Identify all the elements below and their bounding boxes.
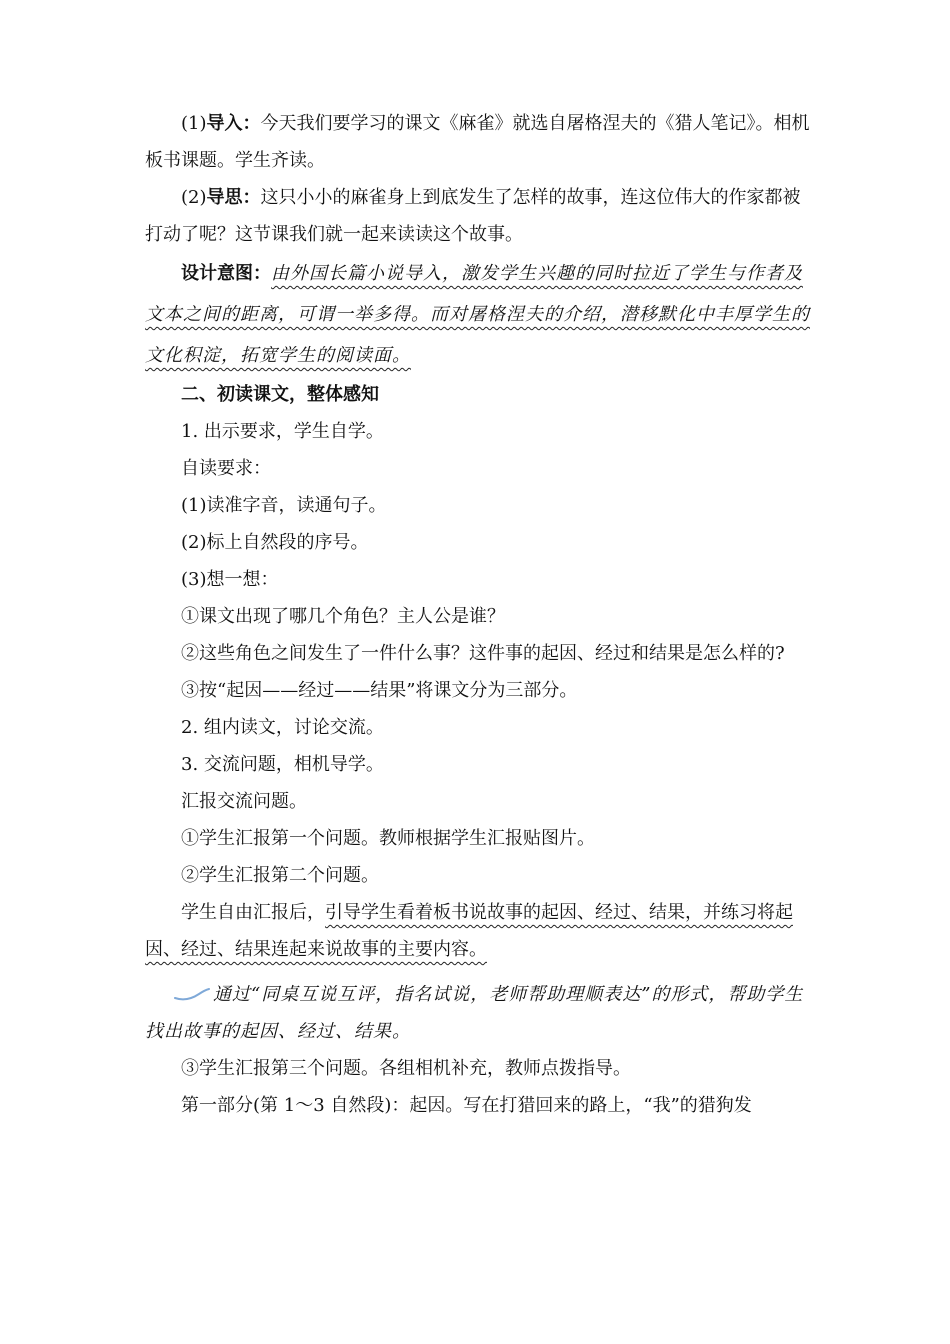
requirement-1: (1)读准字音，读通句子。: [181, 495, 387, 516]
answer-3: ③学生汇报第三个问题。各组相机补充，教师点拨指导。: [181, 1058, 631, 1079]
document-page: [145, 105, 810, 1124]
paragraph-intro: (1)导入：今天我们要学习的课文《麻雀》就选自屠格涅夫的《猎人笔记》。相机板书课题。学生齐读。: [145, 113, 810, 171]
requirement-2: (2)标上自然段的序号。: [181, 532, 369, 553]
requirement-3: (3)想一想：: [181, 569, 279, 590]
label-guide: 导思：: [206, 187, 261, 208]
self-read-requirements: 自读要求：: [181, 458, 271, 479]
step-3: 3. 交流问题，相机导学。: [181, 754, 384, 775]
free-report-underlined: 引导学生看着板书说故事的起因、经过、结果，并练习将起因、经过、结果连起来说故事的主要内容。: [145, 902, 793, 960]
part-1: 第一部分(第 1～3 自然段)：起因。写在打猎回来的路上，“我”的猎狗发: [181, 1095, 752, 1116]
answer-1: ①学生汇报第一个问题。教师根据学生汇报贴图片。: [181, 828, 595, 849]
paragraph-guide: (2)导思：这只小小的麻雀身上到底发生了怎样的故事，连这位伟大的作家都被打动了呢？这节课我们就一起来读读这个故事。: [145, 187, 801, 245]
question-2: ②这些角色之间发生了一件什么事？这件事的起因、经过和结果是怎么样的?: [181, 643, 785, 664]
report-heading: 汇报交流问题。: [181, 791, 307, 812]
section-heading: 二、初读课文，整体感知: [181, 384, 379, 405]
paragraph-design-intent: [145, 253, 810, 376]
answer-2: ②学生汇报第二个问题。: [181, 865, 379, 886]
step-1: 1. 出示要求，学生自学。: [181, 421, 384, 442]
step-2: 2. 组内读文，讨论交流。: [181, 717, 384, 738]
note-mark-icon: [173, 988, 211, 1002]
label-intro: 导入：: [206, 113, 261, 134]
paragraph-free-report: 学生自由汇报后，引导学生看着板书说故事的起因、经过、结果，并练习将起因、经过、结果连起来说故事的主要内容。: [145, 902, 793, 960]
question-3: ③按“起因——经过——结果”将课文分为三部分。: [181, 680, 578, 701]
teaching-note: 通过“同桌互说互评，指名试说，老师帮助理顺表达”的形式，帮助学生找出故事的起因、经过、结果。: [145, 984, 804, 1042]
design-intent-text: 由外国长篇小说导入，激发学生兴趣的同时拉近了学生与作者及文本之间的距离，可谓一举多得。而对屠格涅夫的介绍，潜移默化中丰厚学生的文化积淀，拓宽学生的阅读面。: [145, 263, 810, 366]
question-1: ①课文出现了哪几个角色？主人公是谁？: [181, 606, 505, 627]
label-design-intent: 设计意图：: [181, 263, 271, 284]
